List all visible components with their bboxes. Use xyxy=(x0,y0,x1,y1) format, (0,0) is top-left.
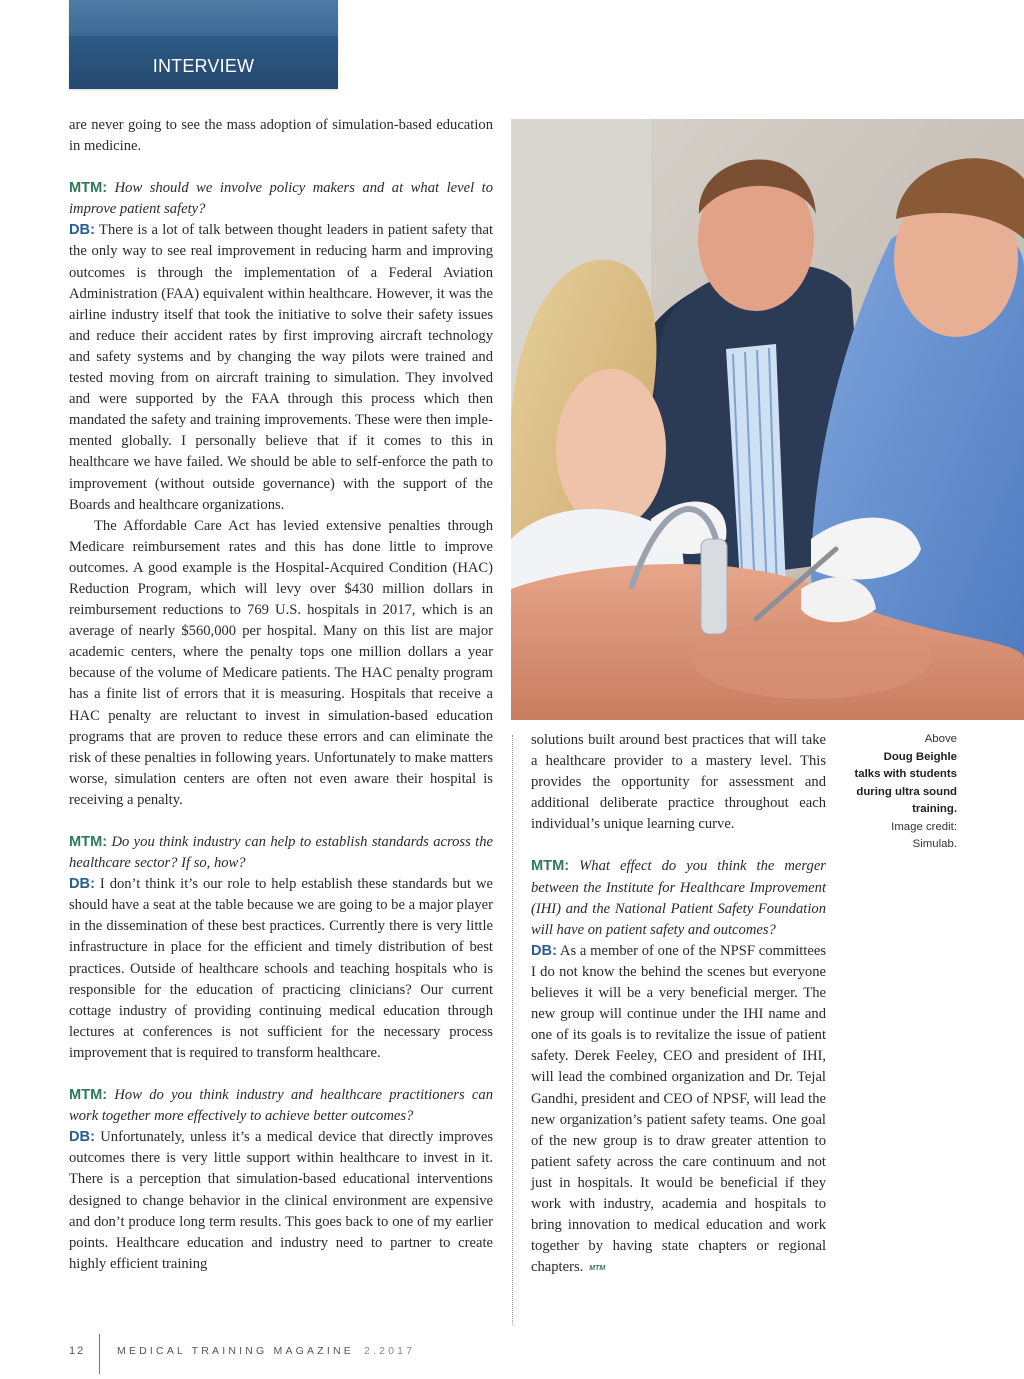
answer-text: Unfortunately, unless it’s a medical device that directly improves outcomes there is very little support within healthcare to invest in it. There is a perception that simulation-based educational interventions designed to change behavior in the clinical environment are expensive and don’t produce long term results. This goes back to one of my earlier points. Healthcare education and industry need to partner to create highly efficient training xyxy=(69,1129,493,1272)
question xyxy=(69,832,493,874)
photo-caption xyxy=(850,731,957,854)
paragraph: solutions built around best practices that will take a healthcare provider to a mastery level. This provides the opportunity for assessment and additional deliberate practice throughout each individual’s unique learning curve. xyxy=(531,732,826,833)
footer-divider xyxy=(99,1334,100,1374)
page-footer xyxy=(69,1334,1024,1374)
speaker-label-db: DB: xyxy=(69,876,95,893)
speaker-label-db: DB: xyxy=(69,1129,95,1146)
caption-name: Doug Beighle xyxy=(883,750,957,763)
question-text: What effect do you think the merger between the Institute for Healthcare Improvement (IHI) and the National Patient Safety Foundation will have on patient safety and outcomes? xyxy=(531,858,826,938)
section-label: INTERVIEW xyxy=(152,56,255,76)
answer xyxy=(69,1127,493,1275)
speaker-label-mtm: MTM: xyxy=(69,1087,108,1104)
speaker-label-mtm: MTM: xyxy=(69,180,108,197)
column-divider xyxy=(512,735,513,1325)
magazine-name xyxy=(117,1345,415,1357)
end-mark: MTM xyxy=(589,1265,606,1273)
question-text: Do you think industry can help to establish standards across the healthcare sector? If so, how? xyxy=(69,834,493,872)
speaker-label-mtm: MTM: xyxy=(69,834,108,850)
paragraph: The Affordable Care Act has levied extensive penalties through Medicare reimbursement rates and this has done little to improve outcomes. A good example is the Hospital-Acquired Condition (HAC) Reduction Program, which will levy over $430 million dollars in reimbursement reductions to 769 U.S. hospitals in 2017, which is an average of nearly $560,000 per hospital. Many on this list are major academic centers, where the penalty tops one million dollars a year because of the volume of Medicare patients. The HAC penalty program has a finite list of errors that it is measuring. Hospitals that receive a HAC penalty are reluctant to invest in simulation-based education programs that are proven to reduce these errors and can eliminate the risk of these penalties in following years. Unfortunately to make matters worse, simulation centers are often not even aware their hospital is receiving a penalty. xyxy=(69,517,493,808)
answer-text: There is a lot of talk between thought leaders in patient safety that the only way to see real improvement in reducing harm and improving outcomes is through the implementation of a Federal Aviation Administration (FAA) equivalent within healthcare. However, it was the airline industry itself that took the initiative to solve their safety issues and reduce their accident rates by first improving aircraft technology and safety systems and by changing the way pilots were trained and tested moving from on aircraft training to simulation. They involved and were supported by the FAA through this process which then mandated the safety and training improvements. These were then implemented globally. I personally believe that if it comes to this in healthcare we have failed. We should be able to self-enforce the path to improvement (without outside governance) with the support of the Boards and healthcare organizations. xyxy=(69,222,494,513)
question xyxy=(531,856,826,940)
question xyxy=(69,1085,493,1127)
caption-description: talks with students during ultra sound training. xyxy=(854,768,957,815)
caption-credit: Image credit: Simulab. xyxy=(891,820,957,850)
photo-illustration xyxy=(511,119,1024,720)
page-number: 12 xyxy=(69,1345,86,1357)
speaker-label-db: DB: xyxy=(69,222,95,239)
magazine-title: MEDICAL TRAINING MAGAZINE xyxy=(117,1345,354,1357)
answer xyxy=(531,941,826,1280)
caption-intro: Above xyxy=(924,733,957,745)
training-photo xyxy=(511,119,1024,720)
question xyxy=(69,178,493,220)
answer-text: I don’t think it’s our role to help establish these standards but we should have a seat at the table because we are going to be a major player in the dissemination of these best practices. Currently there is very little infrastructure in place for the efficient and timely distribution of best practices. Outside of healthcare schools and teaching hospitals who is responsible for the education of practicing clinicians? Our current cottage industry of providing continuing medical education through lectures at conferences is not sufficient for the necessary process improvement that is required to transform healthcare. xyxy=(69,876,493,1061)
middle-column xyxy=(531,730,826,1279)
question-text: How should we involve policy makers and at what level to improve patient safety? xyxy=(69,180,493,218)
question-text: How do you think industry and healthcare practitioners can work together more effectively to achieve better outcomes? xyxy=(69,1087,493,1125)
issue-date: 2.2017 xyxy=(363,1345,416,1357)
paragraph: are never going to see the mass adoption of simulation-based education in medicine. xyxy=(69,117,493,155)
speaker-label-mtm: MTM: xyxy=(531,858,570,875)
speaker-label-db: DB: xyxy=(531,942,557,959)
answer xyxy=(69,874,493,1064)
answer-text: As a member of one of the NPSF committees I do not know the behind the scenes but everyone believes it will be a very beneficial merger. The new group will continue under the IHI name and one of its goals is to revitalize the issue of patient safety. Derek Feeley, CEO and president of IHI, will lead the combined organization and Dr. Tejal Gandhi, president and CEO of NPSF, will lead the new organization’s patient safety teams. One goal of the new group is to draw greater attention to patient safety across the care continuum and not just in hospitals. It would be beneficial if they work with industry, academia and hospitals to bring innovation to medical education and work together by having state chapters or regional chapters. xyxy=(531,942,826,1276)
answer xyxy=(69,220,493,515)
left-column xyxy=(69,115,493,1275)
section-tab xyxy=(69,0,338,89)
